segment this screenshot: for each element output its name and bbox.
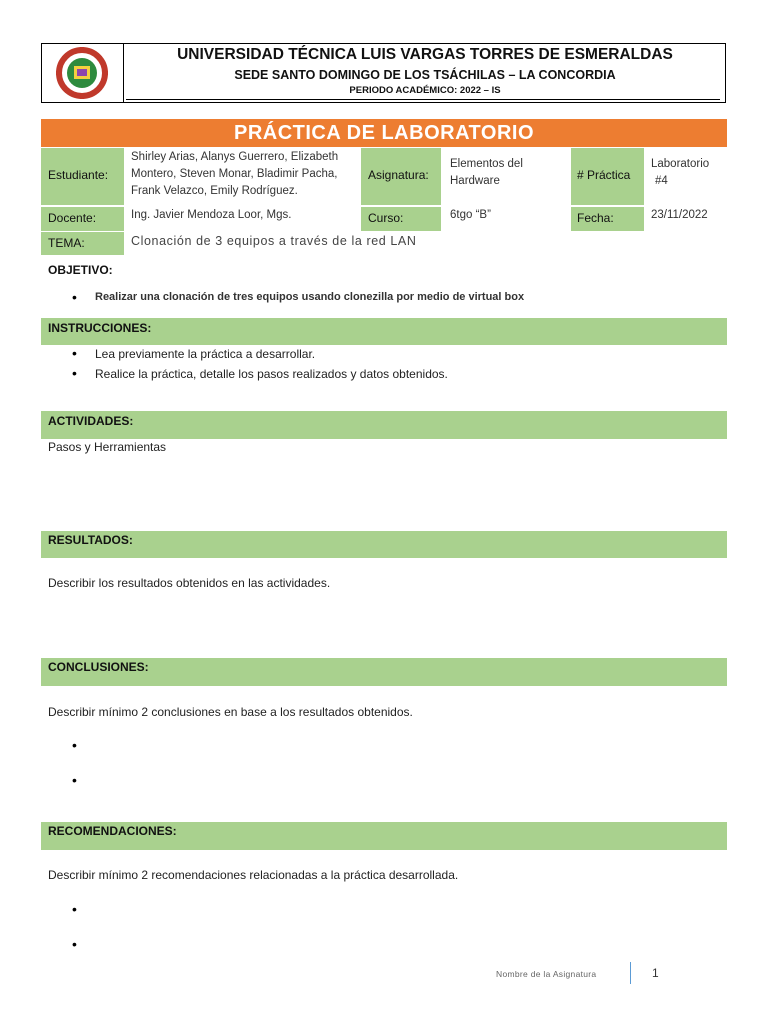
header-divider <box>126 99 720 100</box>
asignatura-label: Asignatura: <box>368 168 429 182</box>
periodo-academico: PERIODO ACADÉMICO: 2022 – IS <box>349 85 501 96</box>
instruccion-item-1: Lea previamente la práctica a desarrollar. <box>95 347 316 361</box>
sede-name: SEDE SANTO DOMINGO DE LOS TSÁCHILAS – LA CONCORDIA <box>234 68 616 82</box>
bullet-icon: • <box>72 901 77 917</box>
fecha-label-cell <box>571 207 644 231</box>
page-number: 1 <box>652 966 659 980</box>
asignatura-line-2: Hardware <box>450 175 500 187</box>
estudiante-label-cell <box>41 148 124 205</box>
instrucciones-bar <box>41 318 727 345</box>
estudiante-line-1: Shirley Arias, Alanys Guerrero, Elizabeth <box>131 151 339 163</box>
bullet-icon: • <box>72 936 77 952</box>
docente-label-cell <box>41 207 124 231</box>
page-title: PRÁCTICA DE LABORATORIO <box>233 122 534 144</box>
practica-line-2: #4 <box>655 175 668 187</box>
estudiante-line-2: Montero, Steven Monar, Bladimir Pacha, <box>131 168 338 180</box>
instruccion-item-2: Realice la práctica, detalle los pasos realizados y datos obtenidos. <box>95 367 448 381</box>
recomendaciones-label: RECOMENDACIONES: <box>48 824 177 838</box>
university-name: UNIVERSIDAD TÉCNICA LUIS VARGAS TORRES DE ESMERALDAS <box>177 46 673 63</box>
fecha-label: Fecha: <box>577 211 614 225</box>
docente-label: Docente: <box>48 211 97 225</box>
fecha-value: 23/11/2022 <box>651 209 708 221</box>
instrucciones-label: INSTRUCCIONES: <box>48 321 152 335</box>
resultados-text: Describir los resultados obtenidos en las actividades. <box>48 576 331 590</box>
bullet-icon: • <box>72 737 77 753</box>
resultados-label: RESULTADOS: <box>48 533 133 547</box>
curso-label: Curso: <box>368 211 404 225</box>
conclusiones-label: CONCLUSIONES: <box>48 660 149 674</box>
practica-line-1: Laboratorio <box>651 158 710 170</box>
recomendaciones-text: Describir mínimo 2 recomendaciones relacionadas a la práctica desarrollada. <box>48 868 459 882</box>
asignatura-label-cell <box>361 148 441 205</box>
conclusiones-text: Describir mínimo 2 conclusiones en base a los resultados obtenidos. <box>48 705 413 719</box>
footer-subject: Nombre de la Asignatura <box>496 969 597 979</box>
bullet-icon: • <box>72 289 77 305</box>
actividades-text: Pasos y Herramientas <box>48 440 167 454</box>
bullet-icon: • <box>72 365 77 381</box>
university-logo <box>41 44 123 102</box>
actividades-label: ACTIVIDADES: <box>48 414 134 428</box>
tema-label-cell <box>41 232 124 255</box>
footer-divider <box>630 962 631 984</box>
recomendaciones-bar <box>41 822 727 850</box>
estudiante-line-3: Frank Velazco, Emily Rodríguez. <box>131 185 298 197</box>
tema-value: Clonación de 3 equipos a través de la red LAN <box>131 234 417 248</box>
objetivo-bullet: Realizar una clonación de tres equipos usando clonezilla por medio de virtual box <box>95 291 525 303</box>
logo-cell <box>41 43 124 103</box>
actividades-bar <box>41 411 727 439</box>
estudiante-label: Estudiante: <box>48 168 109 182</box>
resultados-bar <box>41 531 727 558</box>
bullet-icon: • <box>72 345 77 361</box>
docente-value: Ing. Javier Mendoza Loor, Mgs. <box>131 209 292 221</box>
practica-label-cell <box>571 148 644 205</box>
asignatura-line-1: Elementos del <box>450 158 523 170</box>
curso-label-cell <box>361 207 441 231</box>
conclusiones-bar <box>41 658 727 686</box>
objetivo-label: OBJETIVO: <box>48 263 113 277</box>
practica-label: # Práctica <box>577 168 631 182</box>
curso-value: 6tgo “B” <box>450 209 491 221</box>
bullet-icon: • <box>72 772 77 788</box>
tema-label: TEMA: <box>48 236 85 250</box>
